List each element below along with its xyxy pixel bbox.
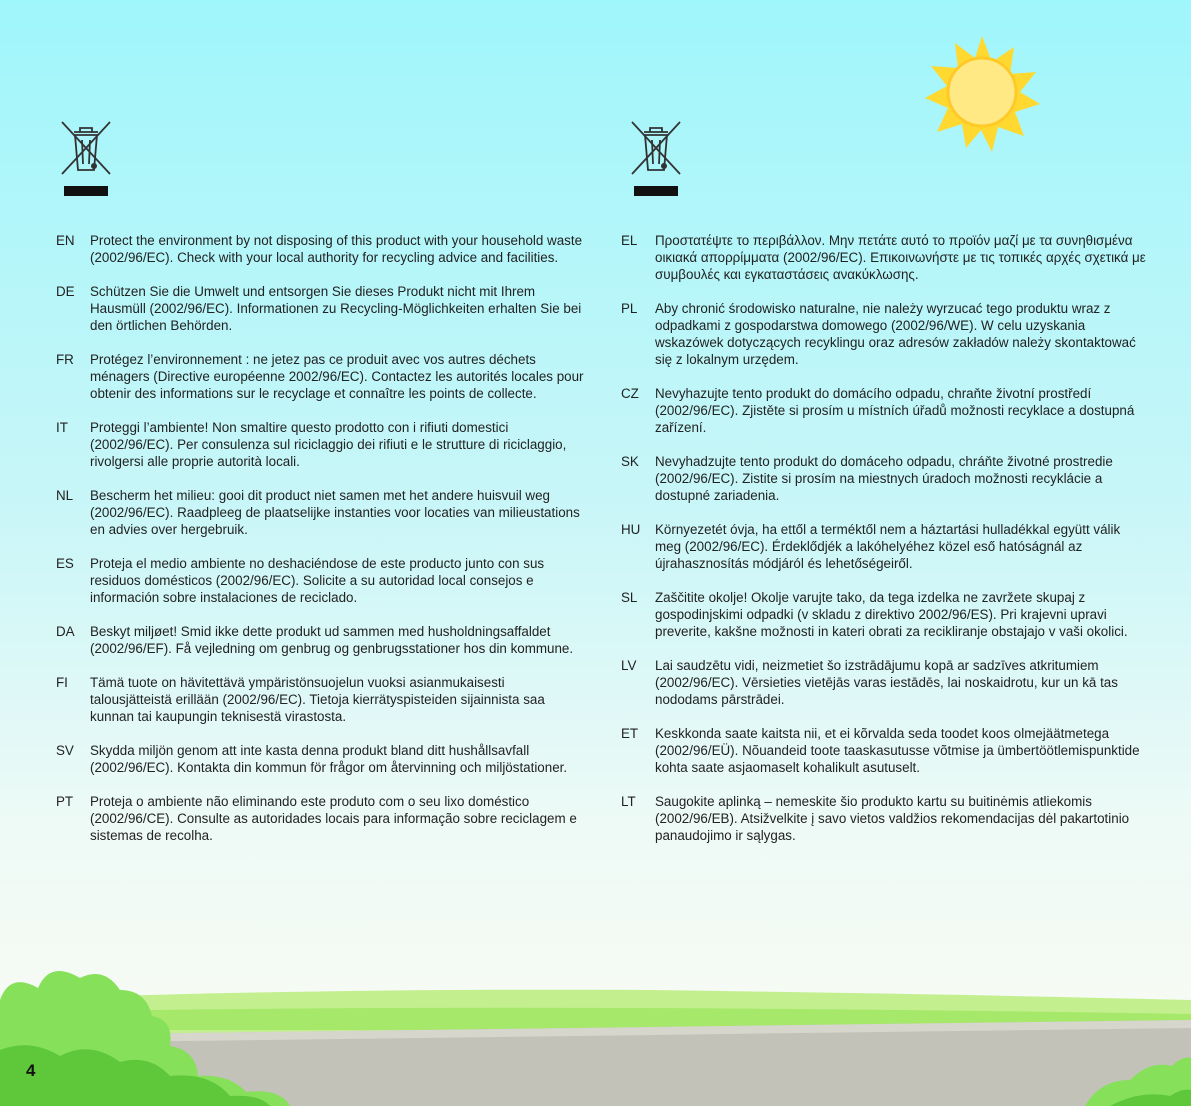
notice-text: Proteggi l’ambiente! Non smaltire questo prodotto con i rifiuti domestici (2002/96/EC). Per consulenza sul riciclaggio dei rifiuti e le strutture di riciclaggio, rivolgersi alle proprie autorità locali.: [90, 420, 567, 469]
notice-entry: [56, 555, 590, 606]
notice-text: Saugokite aplinką – nemeskite šio produkto kartu su buitinėmis atliekomis (2002/96/EB). Atsižvelkite į savo vietos valdžios rekomendacijas dėl pakartotinio panaudojimo ir sąlygas.: [655, 794, 1130, 843]
notice-entry: [56, 232, 590, 266]
notice-text: Protect the environment by not disposing of this product with your household waste (2002/96/EC). Check with your local authority for recycling advice and facilities.: [90, 233, 583, 265]
language-code: LT: [621, 794, 636, 809]
language-code: SL: [621, 590, 638, 605]
language-code: ET: [621, 726, 639, 741]
notice-entry: [56, 793, 590, 844]
notice-text: Προστατέψτε το περιβάλλον. Μην πετάτε αυτό το προϊόν μαζί με τα συνηθισμένα οικιακά απορρίμματα (2002/96/EC). Επικοινωνήστε με τις τοπικές αρχές σχετικά με συμβουλές και εγκαταστάσεις ανακύκλωσης.: [655, 233, 1146, 282]
notice-entry: [56, 623, 590, 657]
notice-entry: [56, 419, 590, 470]
language-code: DA: [56, 624, 75, 639]
notice-text: Schützen Sie die Umwelt und entsorgen Sie dieses Produkt nicht mit Ihrem Hausmüll (2002/96/EC). Informationen zu Recycling-Möglichkeiten erhalten Sie bei den örtlichen Behörden.: [90, 284, 582, 333]
notice-entry: [621, 521, 1149, 572]
notice-entry: [56, 487, 590, 538]
language-code: HU: [621, 522, 641, 537]
notice-text: Bescherm het milieu: gooi dit product niet samen met het andere huisvuil weg (2002/96/EC). Raadpleeg de plaatselijke instanties voor locaties van milieustations en advies over hergebruik.: [90, 488, 580, 537]
notice-entry: [621, 793, 1149, 844]
notice-text: Proteja o ambiente não eliminando este produto com o seu lixo doméstico (2002/96/CE). Consulte as autoridades locais para informação sobre reciclagem e sistemas de recolha.: [90, 794, 577, 843]
language-code: CZ: [621, 386, 639, 401]
language-code: NL: [56, 488, 74, 503]
crossed-out-wheelie-bin-icon: [628, 120, 684, 198]
left-column: [56, 232, 590, 844]
notice-text: Zaščitite okolje! Okolje varujte tako, da tega izdelka ne zavržete skupaj z gospodinjskimi odpadki (v skladu z direktivo 2002/96/ES). Pri krajevni upravi preverite, kakšne možnosti in kateri obrati za recikliranje obstajajo v vaši okolici.: [655, 590, 1128, 639]
page-number: 4: [26, 1061, 36, 1080]
language-code: SK: [621, 454, 639, 469]
language-code: FR: [56, 352, 74, 367]
notice-text: Környezetét óvja, ha ettől a terméktől nem a háztartási hulladékkal együtt válik meg (2002/96/EC). Érdeklődjék a lakóhelyéhez közel eső hatóságnál az újrahasznosítás módjáról és lehetőségeiről.: [655, 522, 1121, 571]
notice-text: Keskkonda saate kaitsta nii, et ei kõrvalda seda toodet koos olmejäätmetega (2002/96/EÜ). Nõuandeid toote taaskasutusse võtmise ja ümbertöötlemispunktide kohta saate asjaomaselt kohalikult asutuselt.: [655, 726, 1140, 775]
language-code: ES: [56, 556, 74, 571]
notice-entry: [56, 283, 590, 334]
notice-text: Lai saudzētu vidi, neizmetiet šo izstrādājumu kopā ar sadzīves atkritumiem (2002/96/EC). Vērsieties vietējās varas iestādēs, lai noskaidrotu, kur un kā tas nododams pārstrādei.: [655, 658, 1118, 707]
crossed-out-wheelie-bin-icon: [58, 120, 114, 198]
notice-text: Beskyt miljøet! Smid ikke dette produkt ud sammen med husholdningsaffaldet (2002/96/EF). Få vejledning om genbrug og genbrugsstationer hos din kommune.: [90, 624, 574, 656]
notice-text: Skydda miljön genom att inte kasta denna produkt bland ditt hushållsavfall (2002/96/EC). Kontakta din kommun för frågor om återvinning och miljöstationer.: [90, 743, 568, 775]
language-code: IT: [56, 420, 68, 435]
notice-entry: [621, 725, 1149, 776]
notice-text: Proteja el medio ambiente no deshaciéndose de este producto junto con sus residuos domésticos (2002/96/EC). Solicite a su autoridad local consejos e información sobre instalaciones de reciclado.: [90, 556, 545, 605]
language-code: FI: [56, 675, 68, 690]
language-code: EN: [56, 233, 75, 248]
notice-entry: [621, 385, 1149, 436]
notice-entry: [56, 351, 590, 402]
notice-text: Nevyhadzujte tento produkt do domáceho odpadu, chráňte životné prostredie (2002/96/EC). Zistite si prosím na miestnych úradoch možnosti recyklácie a dostupné zariadenia.: [655, 454, 1113, 503]
notice-entry: [621, 589, 1149, 640]
notice-text: Nevyhazujte tento produkt do domácího odpadu, chraňte životní prostředí (2002/96/EC). Zjistěte si prosím u místních úřadů možnosti recyklace a dostupná zařízení.: [655, 386, 1135, 435]
language-code: SV: [56, 743, 74, 758]
notice-entry: [56, 674, 590, 725]
language-code: EL: [621, 233, 638, 248]
notice-entry: [621, 232, 1149, 283]
language-code: DE: [56, 284, 75, 299]
sun-icon: [925, 36, 1040, 152]
language-code: PL: [621, 301, 638, 316]
notice-text: Tämä tuote on hävitettävä ympäristönsuojelun vuoksi asianmukaisesti talousjätteistä erillään (2002/96/EC). Tietoja kierrätyspisteiden sijainnista saa kunnan tai kaupungin teknisestä virastosta.: [90, 675, 545, 724]
notice-entry: [56, 742, 590, 776]
notice-entry: [621, 453, 1149, 504]
notice-entry: [621, 657, 1149, 708]
notice-text: Aby chronić środowisko naturalne, nie należy wyrzucać tego produktu wraz z odpadkami z gospodarstwa domowego (2002/96/WE). W celu uzyskania wskazówek dotyczących recyklingu oraz adresów zakładów należy skontaktować się z lokalnym urzędem.: [655, 301, 1136, 367]
notice-text: Protégez l’environnement : ne jetez pas ce produit avec vos autres déchets ménagers (Directive européenne 2002/96/EC). Contactez les autorités locales pour obtenir des informations sur le recyclage et connaître les points de collecte.: [90, 352, 584, 401]
notice-entry: [621, 300, 1149, 368]
right-column: [621, 232, 1149, 844]
language-code: PT: [56, 794, 74, 809]
language-code: LV: [621, 658, 637, 673]
